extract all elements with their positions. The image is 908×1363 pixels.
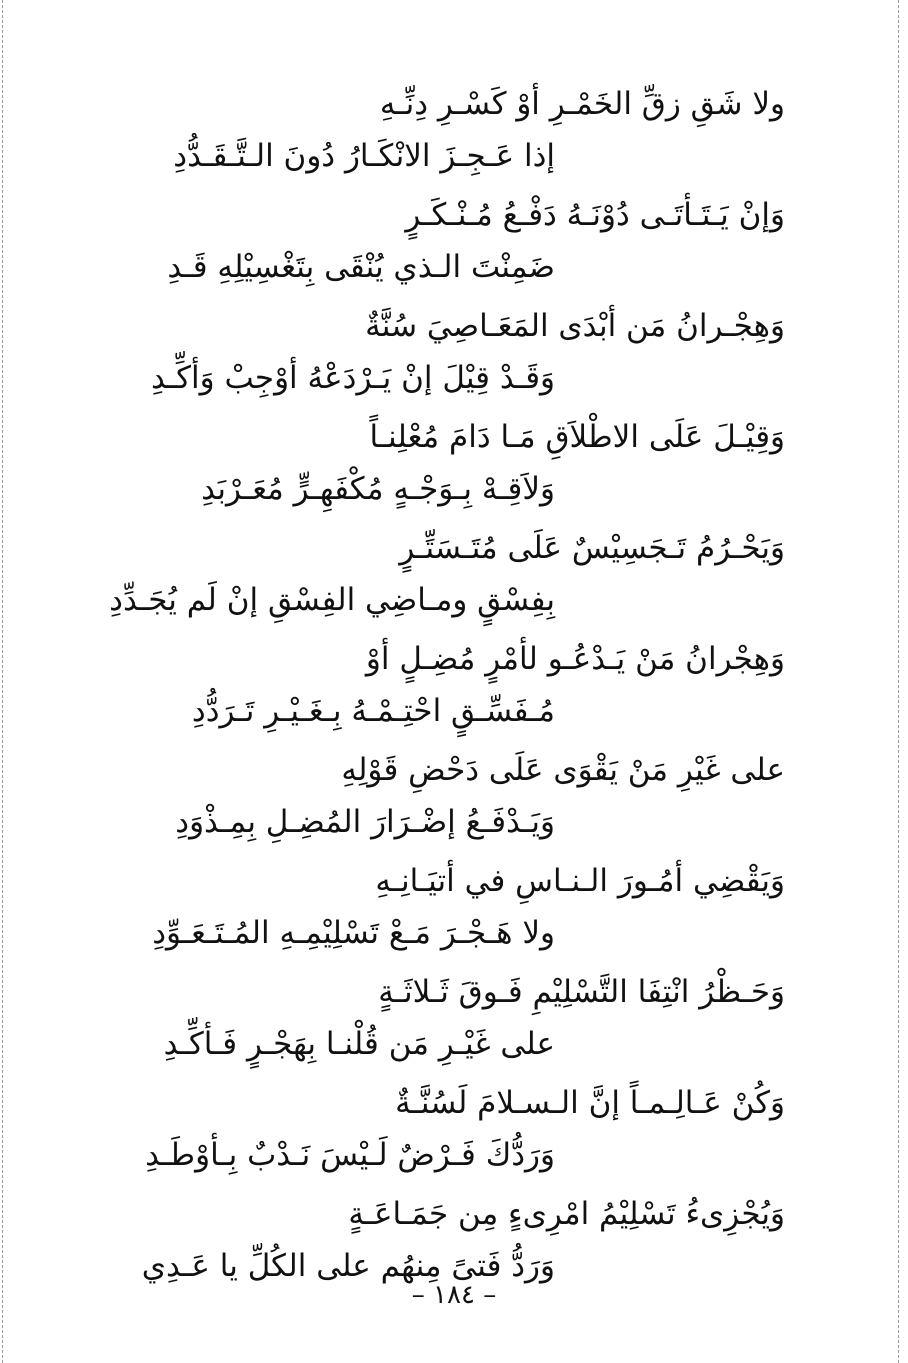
verse-3 [95,300,785,411]
verse-7-first-hemistich: على غَيْرِ مَنْ يَقْوَى عَلَى دَحْضِ قَوْلِهِ [341,752,785,788]
verse-1-second-hemistich: إذا عَـجِـزَ الانْكَـارُ دُونَ الـتَّـقَـدُّدِ [173,138,555,174]
verse-7 [95,744,785,855]
verse-4-second-hemistich: وَلاَقِـهْ بِـوَجْـهٍ مُكْفَهِـرٍّ مُعَـرْبَدِ [201,471,555,507]
verse-2 [95,189,785,300]
verse-1-first-hemistich: ولا شَقِ زقِّ الخَمْـرِ أوْ كَسْـرِ دِنِّـهِ [379,86,785,122]
verse-10-first-hemistich: وَكُنْ عَـالِـمـاً إنَّ الـسـلامَ لَسُنَّـةٌ [395,1085,785,1121]
verse-1 [95,78,785,189]
page-number: – ١٨٤ – [411,1280,497,1310]
right-page-edge [898,0,899,1363]
verse-3-first-hemistich: وَهِجْـرانُ مَن أبْدَى المَعَـاصِيَ سُنَّةٌ [365,308,785,344]
verse-2-second-hemistich: ضَمِنْتَ الـذي يُنْقَى بِتَغْسِيْلِهِ قَـدِ [167,249,555,285]
verse-11-first-hemistich: وَيُجْزِىءُ تَسْلِيْمُ امْرِىءٍ مِن جَمَـاعَـةٍ [348,1196,785,1232]
verse-11-second-hemistich: وَرَدُّ فَتىً مِنهُم على الكُلِّ يا عَـدِي [141,1248,555,1284]
verse-4 [95,411,785,522]
left-page-edge [2,0,3,1363]
verse-8-second-hemistich: ولا هَـجْـرَ مَـعْ تَسْلِيْمِـهِ المُـتَـعَـوِّدِ [152,915,555,951]
verse-6-second-hemistich: مُـفَسِّـقٍ احْتِـمْـهُ بِـغَـيْـرِ تَـرَدُّدِ [191,693,555,729]
verse-9-second-hemistich: على غَيْـرِ مَن قُلْنـا بِهَجْـرٍ فَـأكِّـدِ [163,1026,555,1062]
verse-2-first-hemistich: وَإنْ يَـتَـأتَـى دُوْنَـهُ دَفْـعُ مُـنْـكَـرٍ [405,197,785,233]
verse-5 [95,522,785,633]
verse-6 [95,633,785,744]
verse-10-second-hemistich: وَرَدُّكَ فَـرْضٌ لَـيْسَ نَـدْبٌ بِـأوْطَـدِ [145,1137,555,1173]
poem-body [95,78,785,1284]
verse-4-first-hemistich: وَقِيْـلَ عَلَى الاطْلاَقِ مَـا دَامَ مُعْلِنـاً [369,419,785,455]
verse-7-second-hemistich: وَيَـدْفَـعُ إضْـرَارَ المُضِـلِ بِمِـذْوَدِ [175,804,555,840]
verse-9 [95,966,785,1077]
verse-8 [95,855,785,966]
verse-9-first-hemistich: وَحَـظْرُ انْتِفَا التَّسْلِيْمِ فَـوقَ ثَـلاثَـةٍ [378,974,785,1010]
verse-6-first-hemistich: وَهِجْرانُ مَنْ يَـدْعُـو لأمْرٍ مُضِـلٍ أوْ [365,641,785,677]
verse-5-second-hemistich: بِفِسْقٍ ومـاضِي الفِسْقِ إنْ لَم يُجَـدِّدِ [109,582,555,618]
verse-5-first-hemistich: وَيَحْـرُمُ تَـجَسِيْسٌ عَلَى مُتَـسَتِّـرٍ [399,530,785,566]
verse-10 [95,1077,785,1188]
verse-8-first-hemistich: وَيَقْضِي أمُـورَ الـنـاسِ في أتيَـانِـهِ [375,863,785,899]
verse-3-second-hemistich: وَقَـدْ قِيْلَ إنْ يَـرْدَعْهُ أوْجِبْ وَأكِّـدِ [150,360,555,396]
